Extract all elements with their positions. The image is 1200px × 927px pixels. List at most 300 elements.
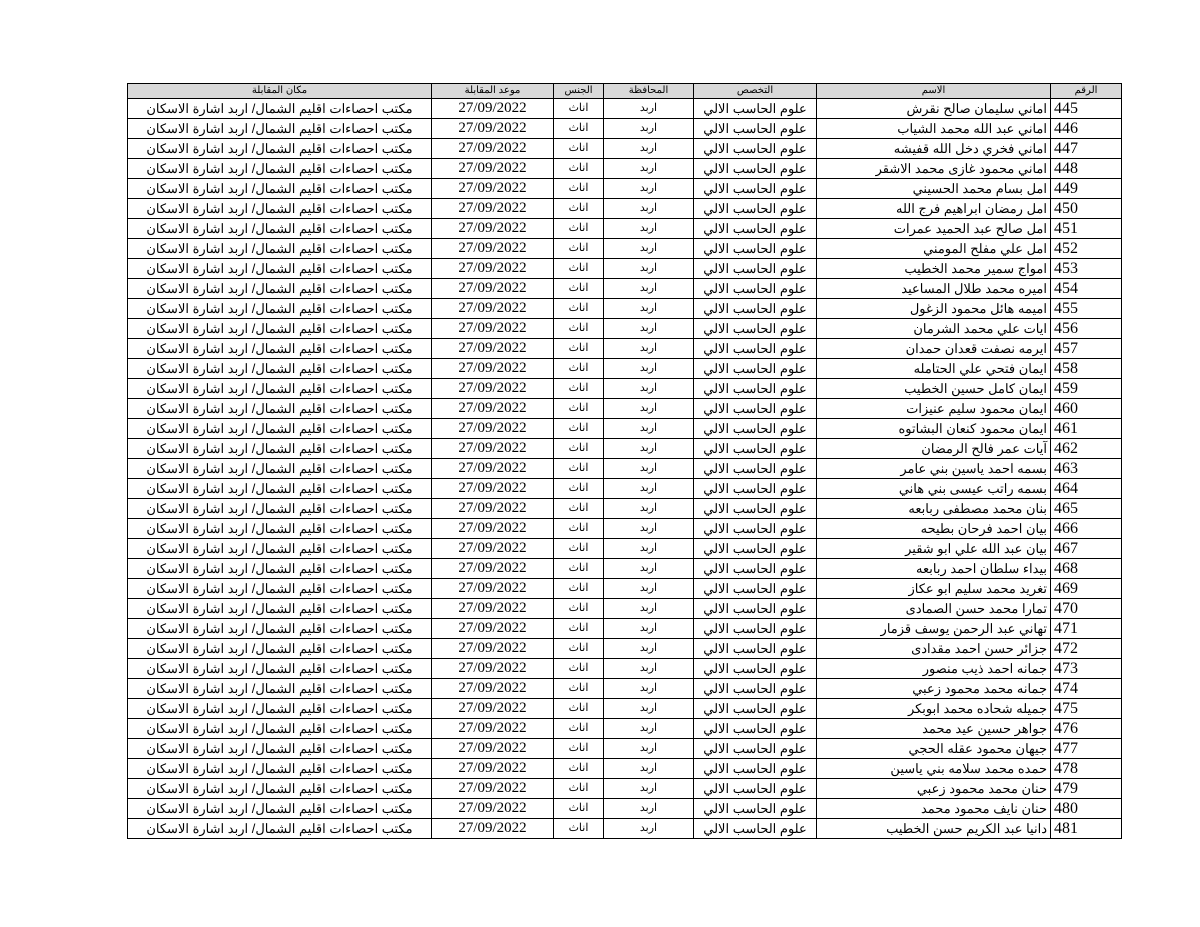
cell-date: 27/09/2022 xyxy=(432,819,554,839)
cell-name: تمارا محمد حسن الصمادى xyxy=(817,599,1051,619)
cell-name: امل رمضان ابراهيم فرج الله xyxy=(817,199,1051,219)
cell-governorate: اربد xyxy=(604,179,694,199)
cell-date: 27/09/2022 xyxy=(432,459,554,479)
cell-specialty: علوم الحاسب الالي xyxy=(694,619,817,639)
header-location: مكان المقابلة xyxy=(128,84,432,99)
cell-gender: اناث xyxy=(554,719,604,739)
cell-gender: اناث xyxy=(554,159,604,179)
cell-name: ايمان فتحي علي الحتامله xyxy=(817,359,1051,379)
cell-id: 455 xyxy=(1051,299,1122,319)
table-row xyxy=(128,219,1122,239)
cell-date: 27/09/2022 xyxy=(432,339,554,359)
table-row xyxy=(128,279,1122,299)
table-row xyxy=(128,619,1122,639)
cell-date: 27/09/2022 xyxy=(432,479,554,499)
cell-gender: اناث xyxy=(554,779,604,799)
cell-location: مكتب احصاءات اقليم الشمال/ اربد اشارة الاسكان xyxy=(128,159,432,179)
cell-specialty: علوم الحاسب الالي xyxy=(694,639,817,659)
cell-id: 459 xyxy=(1051,379,1122,399)
cell-gender: اناث xyxy=(554,659,604,679)
cell-id: 473 xyxy=(1051,659,1122,679)
cell-location: مكتب احصاءات اقليم الشمال/ اربد اشارة الاسكان xyxy=(128,539,432,559)
cell-location: مكتب احصاءات اقليم الشمال/ اربد اشارة الاسكان xyxy=(128,359,432,379)
cell-specialty: علوم الحاسب الالي xyxy=(694,679,817,699)
cell-governorate: اربد xyxy=(604,119,694,139)
cell-date: 27/09/2022 xyxy=(432,779,554,799)
cell-location: مكتب احصاءات اقليم الشمال/ اربد اشارة الاسكان xyxy=(128,819,432,839)
cell-gender: اناث xyxy=(554,279,604,299)
table-row xyxy=(128,359,1122,379)
cell-specialty: علوم الحاسب الالي xyxy=(694,739,817,759)
cell-date: 27/09/2022 xyxy=(432,139,554,159)
table-row xyxy=(128,259,1122,279)
table-row xyxy=(128,299,1122,319)
cell-governorate: اربد xyxy=(604,499,694,519)
cell-name: جمانه احمد ذيب منصور xyxy=(817,659,1051,679)
cell-name: دانيا عبد الكريم حسن الخطيب xyxy=(817,819,1051,839)
cell-date: 27/09/2022 xyxy=(432,619,554,639)
cell-name: اماني محمود غازى محمد الاشقر xyxy=(817,159,1051,179)
cell-name: جواهر حسين عيد محمد xyxy=(817,719,1051,739)
cell-location: مكتب احصاءات اقليم الشمال/ اربد اشارة الاسكان xyxy=(128,259,432,279)
cell-id: 471 xyxy=(1051,619,1122,639)
table-row xyxy=(128,819,1122,839)
cell-location: مكتب احصاءات اقليم الشمال/ اربد اشارة الاسكان xyxy=(128,699,432,719)
cell-location: مكتب احصاءات اقليم الشمال/ اربد اشارة الاسكان xyxy=(128,179,432,199)
cell-specialty: علوم الحاسب الالي xyxy=(694,339,817,359)
cell-governorate: اربد xyxy=(604,219,694,239)
table-row xyxy=(128,419,1122,439)
cell-specialty: علوم الحاسب الالي xyxy=(694,319,817,339)
cell-id: 458 xyxy=(1051,359,1122,379)
cell-specialty: علوم الحاسب الالي xyxy=(694,799,817,819)
table-row xyxy=(128,179,1122,199)
cell-name: بسمه راتب عيسى بني هاني xyxy=(817,479,1051,499)
cell-location: مكتب احصاءات اقليم الشمال/ اربد اشارة الاسكان xyxy=(128,119,432,139)
cell-specialty: علوم الحاسب الالي xyxy=(694,99,817,119)
cell-specialty: علوم الحاسب الالي xyxy=(694,819,817,839)
cell-governorate: اربد xyxy=(604,439,694,459)
cell-location: مكتب احصاءات اقليم الشمال/ اربد اشارة الاسكان xyxy=(128,479,432,499)
cell-gender: اناث xyxy=(554,579,604,599)
cell-location: مكتب احصاءات اقليم الشمال/ اربد اشارة الاسكان xyxy=(128,139,432,159)
cell-id: 456 xyxy=(1051,319,1122,339)
cell-governorate: اربد xyxy=(604,239,694,259)
cell-gender: اناث xyxy=(554,99,604,119)
cell-gender: اناث xyxy=(554,739,604,759)
cell-specialty: علوم الحاسب الالي xyxy=(694,659,817,679)
table-row xyxy=(128,199,1122,219)
cell-governorate: اربد xyxy=(604,259,694,279)
cell-id: 457 xyxy=(1051,339,1122,359)
cell-location: مكتب احصاءات اقليم الشمال/ اربد اشارة الاسكان xyxy=(128,99,432,119)
cell-gender: اناث xyxy=(554,319,604,339)
cell-date: 27/09/2022 xyxy=(432,219,554,239)
cell-specialty: علوم الحاسب الالي xyxy=(694,199,817,219)
cell-name: بيان احمد فرحان بطيحه xyxy=(817,519,1051,539)
cell-date: 27/09/2022 xyxy=(432,499,554,519)
cell-id: 480 xyxy=(1051,799,1122,819)
cell-name: ايمان محمود سليم عنيزات xyxy=(817,399,1051,419)
cell-gender: اناث xyxy=(554,179,604,199)
cell-name: بيان عبد الله علي ابو شقير xyxy=(817,539,1051,559)
cell-specialty: علوم الحاسب الالي xyxy=(694,219,817,239)
cell-date: 27/09/2022 xyxy=(432,439,554,459)
cell-location: مكتب احصاءات اقليم الشمال/ اربد اشارة الاسكان xyxy=(128,799,432,819)
cell-specialty: علوم الحاسب الالي xyxy=(694,599,817,619)
cell-date: 27/09/2022 xyxy=(432,159,554,179)
cell-gender: اناث xyxy=(554,559,604,579)
table-row xyxy=(128,499,1122,519)
cell-location: مكتب احصاءات اقليم الشمال/ اربد اشارة الاسكان xyxy=(128,199,432,219)
table-row xyxy=(128,659,1122,679)
cell-date: 27/09/2022 xyxy=(432,259,554,279)
cell-id: 469 xyxy=(1051,579,1122,599)
table-row xyxy=(128,719,1122,739)
cell-governorate: اربد xyxy=(604,339,694,359)
cell-id: 446 xyxy=(1051,119,1122,139)
cell-governorate: اربد xyxy=(604,819,694,839)
cell-date: 27/09/2022 xyxy=(432,379,554,399)
cell-id: 477 xyxy=(1051,739,1122,759)
cell-date: 27/09/2022 xyxy=(432,599,554,619)
cell-governorate: اربد xyxy=(604,419,694,439)
cell-id: 468 xyxy=(1051,559,1122,579)
cell-id: 454 xyxy=(1051,279,1122,299)
candidates-sheet xyxy=(127,83,1121,839)
table-row xyxy=(128,239,1122,259)
header-gender: الجنس xyxy=(554,84,604,99)
cell-governorate: اربد xyxy=(604,619,694,639)
cell-id: 449 xyxy=(1051,179,1122,199)
cell-id: 452 xyxy=(1051,239,1122,259)
cell-id: 462 xyxy=(1051,439,1122,459)
cell-governorate: اربد xyxy=(604,139,694,159)
cell-date: 27/09/2022 xyxy=(432,739,554,759)
cell-governorate: اربد xyxy=(604,519,694,539)
header-governorate: المحافظة xyxy=(604,84,694,99)
cell-date: 27/09/2022 xyxy=(432,699,554,719)
cell-date: 27/09/2022 xyxy=(432,119,554,139)
cell-id: 464 xyxy=(1051,479,1122,499)
cell-location: مكتب احصاءات اقليم الشمال/ اربد اشارة الاسكان xyxy=(128,299,432,319)
table-row xyxy=(128,439,1122,459)
cell-gender: اناث xyxy=(554,499,604,519)
cell-name: جميله شحاده محمد ابوبكر xyxy=(817,699,1051,719)
cell-date: 27/09/2022 xyxy=(432,579,554,599)
cell-location: مكتب احصاءات اقليم الشمال/ اربد اشارة الاسكان xyxy=(128,219,432,239)
header-name: الاسم xyxy=(817,84,1051,99)
cell-gender: اناث xyxy=(554,359,604,379)
cell-name: اماني سليمان صالح نقرش xyxy=(817,99,1051,119)
cell-specialty: علوم الحاسب الالي xyxy=(694,119,817,139)
cell-specialty: علوم الحاسب الالي xyxy=(694,179,817,199)
cell-gender: اناث xyxy=(554,679,604,699)
header-row xyxy=(128,84,1122,99)
table-row xyxy=(128,599,1122,619)
cell-specialty: علوم الحاسب الالي xyxy=(694,419,817,439)
cell-governorate: اربد xyxy=(604,479,694,499)
cell-date: 27/09/2022 xyxy=(432,319,554,339)
cell-name: جزائر حسن احمد مقدادى xyxy=(817,639,1051,659)
cell-location: مكتب احصاءات اقليم الشمال/ اربد اشارة الاسكان xyxy=(128,559,432,579)
cell-governorate: اربد xyxy=(604,779,694,799)
cell-governorate: اربد xyxy=(604,539,694,559)
cell-specialty: علوم الحاسب الالي xyxy=(694,579,817,599)
cell-specialty: علوم الحاسب الالي xyxy=(694,359,817,379)
table-row xyxy=(128,579,1122,599)
header-date: موعد المقابلة xyxy=(432,84,554,99)
cell-date: 27/09/2022 xyxy=(432,279,554,299)
cell-name: امل علي مفلح المومني xyxy=(817,239,1051,259)
table-row xyxy=(128,379,1122,399)
cell-name: ايمان محمود كنعان البشاتوه xyxy=(817,419,1051,439)
cell-id: 476 xyxy=(1051,719,1122,739)
table-row xyxy=(128,459,1122,479)
cell-id: 451 xyxy=(1051,219,1122,239)
cell-name: جمانه محمد محمود زعبي xyxy=(817,679,1051,699)
cell-governorate: اربد xyxy=(604,99,694,119)
cell-gender: اناث xyxy=(554,479,604,499)
cell-location: مكتب احصاءات اقليم الشمال/ اربد اشارة الاسكان xyxy=(128,579,432,599)
cell-id: 447 xyxy=(1051,139,1122,159)
table-row xyxy=(128,479,1122,499)
table-row xyxy=(128,339,1122,359)
cell-location: مكتب احصاءات اقليم الشمال/ اربد اشارة الاسكان xyxy=(128,639,432,659)
cell-location: مكتب احصاءات اقليم الشمال/ اربد اشارة الاسكان xyxy=(128,379,432,399)
cell-governorate: اربد xyxy=(604,559,694,579)
cell-governorate: اربد xyxy=(604,679,694,699)
table-row xyxy=(128,559,1122,579)
cell-gender: اناث xyxy=(554,259,604,279)
cell-gender: اناث xyxy=(554,419,604,439)
header-id: الرقم xyxy=(1051,84,1122,99)
cell-id: 465 xyxy=(1051,499,1122,519)
cell-specialty: علوم الحاسب الالي xyxy=(694,719,817,739)
cell-name: اماني عبد الله محمد الشياب xyxy=(817,119,1051,139)
cell-name: حمده محمد سلامه بني ياسين xyxy=(817,759,1051,779)
cell-id: 463 xyxy=(1051,459,1122,479)
cell-name: ايرمه نصفت قعدان حمدان xyxy=(817,339,1051,359)
cell-location: مكتب احصاءات اقليم الشمال/ اربد اشارة الاسكان xyxy=(128,759,432,779)
cell-specialty: علوم الحاسب الالي xyxy=(694,519,817,539)
cell-id: 472 xyxy=(1051,639,1122,659)
cell-governorate: اربد xyxy=(604,639,694,659)
cell-specialty: علوم الحاسب الالي xyxy=(694,759,817,779)
cell-id: 450 xyxy=(1051,199,1122,219)
cell-location: مكتب احصاءات اقليم الشمال/ اربد اشارة الاسكان xyxy=(128,519,432,539)
cell-specialty: علوم الحاسب الالي xyxy=(694,259,817,279)
table-row xyxy=(128,779,1122,799)
table-row xyxy=(128,699,1122,719)
cell-id: 460 xyxy=(1051,399,1122,419)
cell-gender: اناث xyxy=(554,519,604,539)
cell-location: مكتب احصاءات اقليم الشمال/ اربد اشارة الاسكان xyxy=(128,419,432,439)
cell-governorate: اربد xyxy=(604,799,694,819)
cell-governorate: اربد xyxy=(604,399,694,419)
cell-date: 27/09/2022 xyxy=(432,559,554,579)
cell-gender: اناث xyxy=(554,339,604,359)
cell-gender: اناث xyxy=(554,199,604,219)
cell-specialty: علوم الحاسب الالي xyxy=(694,459,817,479)
table-row xyxy=(128,99,1122,119)
table-row xyxy=(128,399,1122,419)
cell-specialty: علوم الحاسب الالي xyxy=(694,299,817,319)
cell-location: مكتب احصاءات اقليم الشمال/ اربد اشارة الاسكان xyxy=(128,739,432,759)
cell-specialty: علوم الحاسب الالي xyxy=(694,159,817,179)
cell-governorate: اربد xyxy=(604,719,694,739)
cell-gender: اناث xyxy=(554,439,604,459)
cell-location: مكتب احصاءات اقليم الشمال/ اربد اشارة الاسكان xyxy=(128,659,432,679)
interview-schedule-table xyxy=(127,83,1122,839)
cell-location: مكتب احصاءات اقليم الشمال/ اربد اشارة الاسكان xyxy=(128,779,432,799)
cell-gender: اناث xyxy=(554,219,604,239)
cell-id: 478 xyxy=(1051,759,1122,779)
cell-name: جيهان محمود عقله الحجي xyxy=(817,739,1051,759)
cell-specialty: علوم الحاسب الالي xyxy=(694,139,817,159)
cell-date: 27/09/2022 xyxy=(432,179,554,199)
cell-name: بسمه احمد ياسين بني عامر xyxy=(817,459,1051,479)
cell-id: 466 xyxy=(1051,519,1122,539)
cell-date: 27/09/2022 xyxy=(432,399,554,419)
cell-date: 27/09/2022 xyxy=(432,539,554,559)
cell-id: 445 xyxy=(1051,99,1122,119)
cell-date: 27/09/2022 xyxy=(432,679,554,699)
cell-governorate: اربد xyxy=(604,319,694,339)
cell-date: 27/09/2022 xyxy=(432,419,554,439)
cell-id: 479 xyxy=(1051,779,1122,799)
cell-governorate: اربد xyxy=(604,279,694,299)
cell-name: امواج سمير محمد الخطيب xyxy=(817,259,1051,279)
cell-specialty: علوم الحاسب الالي xyxy=(694,279,817,299)
cell-location: مكتب احصاءات اقليم الشمال/ اربد اشارة الاسكان xyxy=(128,279,432,299)
cell-location: مكتب احصاءات اقليم الشمال/ اربد اشارة الاسكان xyxy=(128,719,432,739)
cell-location: مكتب احصاءات اقليم الشمال/ اربد اشارة الاسكان xyxy=(128,439,432,459)
cell-gender: اناث xyxy=(554,699,604,719)
cell-id: 448 xyxy=(1051,159,1122,179)
cell-date: 27/09/2022 xyxy=(432,519,554,539)
cell-governorate: اربد xyxy=(604,359,694,379)
cell-id: 453 xyxy=(1051,259,1122,279)
cell-gender: اناث xyxy=(554,299,604,319)
cell-specialty: علوم الحاسب الالي xyxy=(694,239,817,259)
cell-location: مكتب احصاءات اقليم الشمال/ اربد اشارة الاسكان xyxy=(128,399,432,419)
cell-governorate: اربد xyxy=(604,199,694,219)
table-body xyxy=(128,99,1122,839)
cell-gender: اناث xyxy=(554,619,604,639)
cell-gender: اناث xyxy=(554,139,604,159)
cell-date: 27/09/2022 xyxy=(432,239,554,259)
cell-gender: اناث xyxy=(554,379,604,399)
cell-name: ايات علي محمد الشرمان xyxy=(817,319,1051,339)
cell-gender: اناث xyxy=(554,239,604,259)
cell-governorate: اربد xyxy=(604,379,694,399)
cell-gender: اناث xyxy=(554,639,604,659)
cell-name: امل بسام محمد الحسيني xyxy=(817,179,1051,199)
cell-governorate: اربد xyxy=(604,459,694,479)
cell-date: 27/09/2022 xyxy=(432,759,554,779)
cell-name: ايمان كامل حسين الخطيب xyxy=(817,379,1051,399)
cell-id: 470 xyxy=(1051,599,1122,619)
table-row xyxy=(128,119,1122,139)
cell-gender: اناث xyxy=(554,599,604,619)
cell-specialty: علوم الحاسب الالي xyxy=(694,479,817,499)
cell-governorate: اربد xyxy=(604,699,694,719)
table-row xyxy=(128,639,1122,659)
cell-governorate: اربد xyxy=(604,299,694,319)
cell-gender: اناث xyxy=(554,539,604,559)
cell-specialty: علوم الحاسب الالي xyxy=(694,779,817,799)
cell-location: مكتب احصاءات اقليم الشمال/ اربد اشارة الاسكان xyxy=(128,319,432,339)
cell-id: 461 xyxy=(1051,419,1122,439)
table-row xyxy=(128,139,1122,159)
table-row xyxy=(128,539,1122,559)
cell-governorate: اربد xyxy=(604,599,694,619)
cell-governorate: اربد xyxy=(604,739,694,759)
cell-gender: اناث xyxy=(554,399,604,419)
cell-location: مكتب احصاءات اقليم الشمال/ اربد اشارة الاسكان xyxy=(128,499,432,519)
cell-governorate: اربد xyxy=(604,759,694,779)
cell-name: اماني فخري دخل الله قفيشه xyxy=(817,139,1051,159)
cell-date: 27/09/2022 xyxy=(432,99,554,119)
cell-location: مكتب احصاءات اقليم الشمال/ اربد اشارة الاسكان xyxy=(128,239,432,259)
cell-date: 27/09/2022 xyxy=(432,659,554,679)
cell-name: اميره محمد طلال المساعيد xyxy=(817,279,1051,299)
cell-name: بنان محمد مصطفى ربابعه xyxy=(817,499,1051,519)
cell-id: 474 xyxy=(1051,679,1122,699)
cell-id: 475 xyxy=(1051,699,1122,719)
table-row xyxy=(128,319,1122,339)
cell-id: 467 xyxy=(1051,539,1122,559)
cell-specialty: علوم الحاسب الالي xyxy=(694,399,817,419)
cell-gender: اناث xyxy=(554,799,604,819)
cell-location: مكتب احصاءات اقليم الشمال/ اربد اشارة الاسكان xyxy=(128,599,432,619)
cell-id: 481 xyxy=(1051,819,1122,839)
cell-specialty: علوم الحاسب الالي xyxy=(694,559,817,579)
cell-specialty: علوم الحاسب الالي xyxy=(694,539,817,559)
cell-specialty: علوم الحاسب الالي xyxy=(694,379,817,399)
cell-name: حنان محمد محمود زعبي xyxy=(817,779,1051,799)
table-row xyxy=(128,519,1122,539)
cell-gender: اناث xyxy=(554,759,604,779)
cell-name: حنان نايف محمود محمد xyxy=(817,799,1051,819)
cell-date: 27/09/2022 xyxy=(432,639,554,659)
cell-name: امل صالح عبد الحميد عمرات xyxy=(817,219,1051,239)
cell-specialty: علوم الحاسب الالي xyxy=(694,439,817,459)
cell-gender: اناث xyxy=(554,119,604,139)
cell-gender: اناث xyxy=(554,819,604,839)
table-row xyxy=(128,799,1122,819)
cell-date: 27/09/2022 xyxy=(432,719,554,739)
cell-location: مكتب احصاءات اقليم الشمال/ اربد اشارة الاسكان xyxy=(128,619,432,639)
cell-date: 27/09/2022 xyxy=(432,799,554,819)
cell-name: آيات عمر فالح الرمضان xyxy=(817,439,1051,459)
cell-location: مكتب احصاءات اقليم الشمال/ اربد اشارة الاسكان xyxy=(128,459,432,479)
cell-location: مكتب احصاءات اقليم الشمال/ اربد اشارة الاسكان xyxy=(128,339,432,359)
table-row xyxy=(128,159,1122,179)
cell-name: تهاني عبد الرحمن يوسف قزمار xyxy=(817,619,1051,639)
cell-name: بيداء سلطان احمد ربابعه xyxy=(817,559,1051,579)
cell-gender: اناث xyxy=(554,459,604,479)
cell-specialty: علوم الحاسب الالي xyxy=(694,699,817,719)
cell-name: اميمه هائل محمود الزغول xyxy=(817,299,1051,319)
cell-date: 27/09/2022 xyxy=(432,299,554,319)
table-row xyxy=(128,679,1122,699)
cell-location: مكتب احصاءات اقليم الشمال/ اربد اشارة الاسكان xyxy=(128,679,432,699)
cell-name: تغريد محمد سليم ابو عكاز xyxy=(817,579,1051,599)
table-row xyxy=(128,759,1122,779)
cell-governorate: اربد xyxy=(604,659,694,679)
